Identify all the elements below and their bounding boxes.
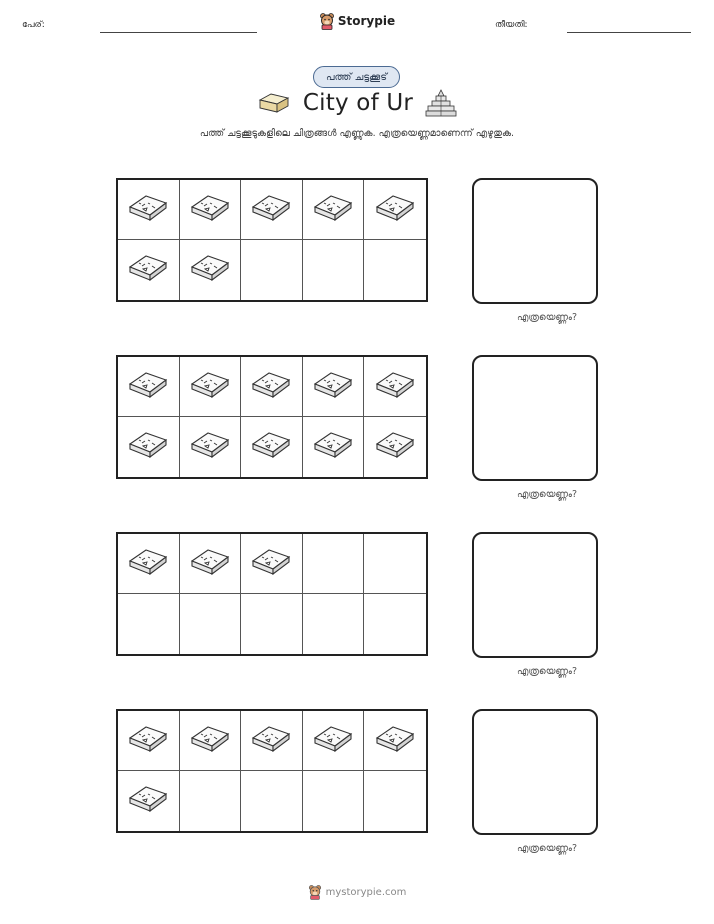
- ten-frame-cell: [241, 240, 303, 300]
- worksheet-badge: പത്ത് ചട്ടക്കൂട്: [313, 66, 400, 88]
- how-many-label: എത്രയെണ്ണം?: [516, 489, 578, 500]
- ten-frame-cell: [180, 417, 242, 477]
- ten-frame-cell: [118, 417, 180, 477]
- clay-tablet-icon: [311, 430, 355, 464]
- clay-tablet-icon: [126, 253, 170, 287]
- clay-tablet-icon: [373, 193, 417, 227]
- clay-tablet-icon: [249, 724, 293, 758]
- ten-frame-cell: [303, 357, 365, 417]
- ten-frame-cell: [241, 180, 303, 240]
- ten-frame: [116, 709, 428, 833]
- clay-tablet-icon: [126, 193, 170, 227]
- clay-tablet-icon: [188, 193, 232, 227]
- clay-tablet-icon: [188, 253, 232, 287]
- clay-tablet-icon: [373, 724, 417, 758]
- ten-frame-cell: [241, 771, 303, 831]
- ten-frame-cell: [180, 534, 242, 594]
- clay-tablet-icon: [311, 370, 355, 404]
- clay-tablet-icon: [249, 193, 293, 227]
- ten-frame: [116, 178, 428, 302]
- clay-tablet-icon: [126, 547, 170, 581]
- bear-mascot-icon: [308, 884, 322, 900]
- clay-brick-icon: [257, 92, 291, 114]
- ten-frame-cell: [118, 534, 180, 594]
- ten-frame-cell: [303, 417, 365, 477]
- worksheet-title: City of Ur: [302, 90, 414, 116]
- ten-frame-cell: [180, 240, 242, 300]
- clay-tablet-icon: [249, 547, 293, 581]
- name-label: പേര്:: [22, 20, 45, 30]
- ten-frame-cell: [241, 711, 303, 771]
- answer-box[interactable]: [472, 178, 598, 304]
- ten-frame-cell: [364, 771, 426, 831]
- date-label: തീയതി:: [495, 20, 528, 30]
- ten-frame-cell: [364, 594, 426, 654]
- instructions: പത്ത് ചട്ടക്കൂടുകളിലെ ചിത്രങ്ങൾ എണ്ണുക. എത്രയെണ്ണമാണെന്ന് എഴുതുക.: [199, 128, 515, 139]
- ten-frame-cell: [241, 417, 303, 477]
- ten-frame-cell: [180, 711, 242, 771]
- title-row: [0, 88, 714, 118]
- ten-frame-cell: [241, 594, 303, 654]
- ten-frame: [116, 532, 428, 656]
- clay-tablet-icon: [126, 370, 170, 404]
- ten-frame-cell: [180, 180, 242, 240]
- ten-frame-cell: [241, 534, 303, 594]
- ten-frame-cell: [364, 417, 426, 477]
- clay-tablet-icon: [373, 430, 417, 464]
- clay-tablet-icon: [249, 370, 293, 404]
- ten-frame-cell: [303, 771, 365, 831]
- answer-box[interactable]: [472, 709, 598, 835]
- clay-tablet-icon: [126, 430, 170, 464]
- ten-frame-cell: [118, 594, 180, 654]
- answer-box[interactable]: [472, 355, 598, 481]
- clay-tablet-icon: [373, 370, 417, 404]
- bear-mascot-icon: [319, 12, 335, 30]
- clay-tablet-icon: [188, 430, 232, 464]
- ten-frame-cell: [364, 534, 426, 594]
- ten-frame-cell: [303, 240, 365, 300]
- clay-tablet-icon: [126, 784, 170, 818]
- name-line[interactable]: [100, 32, 257, 33]
- how-many-label: എത്രയെണ്ണം?: [516, 843, 578, 854]
- date-line[interactable]: [567, 32, 691, 33]
- ten-frame-cell: [118, 180, 180, 240]
- clay-tablet-icon: [188, 370, 232, 404]
- ten-frame-cell: [303, 180, 365, 240]
- ten-frame-cell: [303, 534, 365, 594]
- ten-frame-cell: [303, 594, 365, 654]
- logo-text: Storypie: [337, 14, 396, 28]
- footer-url: mystorypie.com: [325, 886, 407, 898]
- footer: [0, 884, 714, 900]
- ten-frame-cell: [180, 771, 242, 831]
- how-many-label: എത്രയെണ്ണം?: [516, 666, 578, 677]
- ziggurat-icon: [425, 88, 457, 118]
- ten-frame-cell: [180, 594, 242, 654]
- ten-frame-cell: [241, 357, 303, 417]
- clay-tablet-icon: [188, 547, 232, 581]
- storypie-logo: [0, 12, 714, 30]
- clay-tablet-icon: [188, 724, 232, 758]
- how-many-label: എത്രയെണ്ണം?: [516, 312, 578, 323]
- ten-frame-cell: [303, 711, 365, 771]
- clay-tablet-icon: [311, 193, 355, 227]
- ten-frame-cell: [364, 240, 426, 300]
- clay-tablet-icon: [311, 724, 355, 758]
- ten-frame-cell: [118, 357, 180, 417]
- ten-frame-cell: [364, 357, 426, 417]
- clay-tablet-icon: [249, 430, 293, 464]
- ten-frame-cell: [364, 711, 426, 771]
- ten-frame-cell: [364, 180, 426, 240]
- ten-frame: [116, 355, 428, 479]
- ten-frame-cell: [118, 771, 180, 831]
- ten-frame-cell: [118, 711, 180, 771]
- ten-frame-cell: [180, 357, 242, 417]
- clay-tablet-icon: [126, 724, 170, 758]
- ten-frame-cell: [118, 240, 180, 300]
- answer-box[interactable]: [472, 532, 598, 658]
